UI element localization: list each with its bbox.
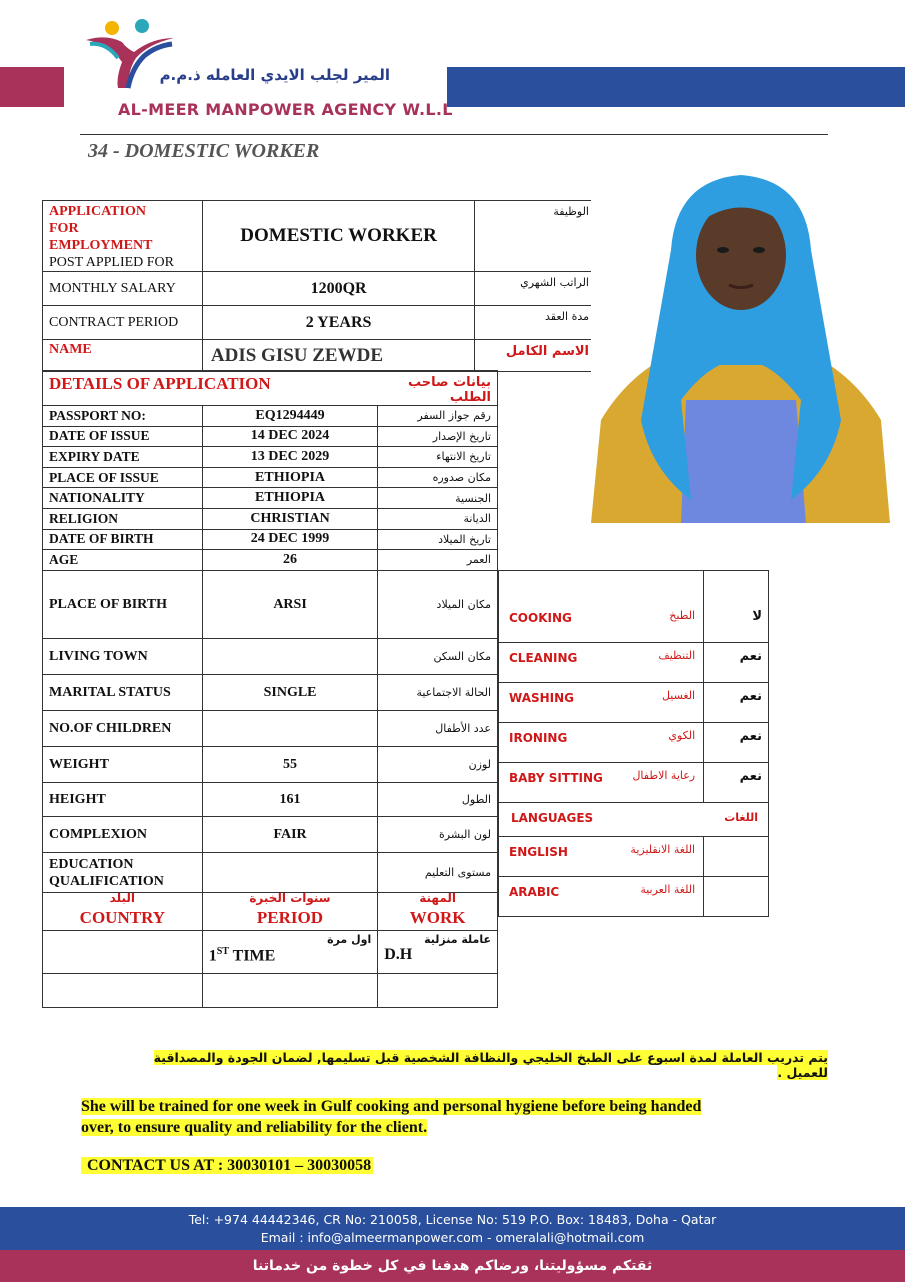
- personal-label: WEIGHT: [43, 747, 203, 783]
- contract-value: 2 YEARS: [202, 306, 474, 340]
- personal-value: 161: [202, 783, 377, 817]
- personal-value: FAIR: [202, 817, 377, 853]
- details-value: ETHIOPIA: [202, 467, 378, 488]
- experience-empty-cell: [202, 973, 378, 1007]
- training-note-line1: She will be trained for one week in Gulf cooking and personal hygiene before being handed: [81, 1098, 702, 1115]
- work-header: [378, 886, 498, 930]
- skill-label: WASHING: [509, 691, 575, 705]
- footer-line2: Email : info@almeermanpower.com - omeralali@hotmail.com: [260, 1230, 645, 1245]
- skill-row: [499, 571, 769, 643]
- salary-value: 1200QR: [202, 272, 474, 306]
- skill-answer: نعم: [704, 763, 769, 803]
- application-summary-table: [42, 200, 596, 372]
- country-header: [43, 886, 203, 930]
- details-arabic: العمر: [378, 550, 498, 571]
- skill-row: [499, 723, 769, 763]
- skills-table: [498, 570, 769, 917]
- application-label-cell: [43, 201, 203, 272]
- details-row: [43, 467, 498, 488]
- experience-work-cell: [378, 930, 498, 973]
- details-label: NATIONALITY: [43, 488, 203, 509]
- post-label: POST APPLIED FOR: [49, 255, 175, 270]
- contract-arabic: مدة العقد: [475, 306, 596, 340]
- details-arabic: الجنسية: [378, 488, 498, 509]
- personal-arabic: مكان الميلاد: [378, 571, 498, 639]
- skill-arabic: التنظيف: [658, 649, 696, 662]
- skill-row: [499, 643, 769, 683]
- personal-label: PLACE OF BIRTH: [43, 571, 203, 639]
- document-title: 34 - DOMESTIC WORKER: [88, 140, 320, 162]
- country-header-english: COUNTRY: [79, 907, 166, 927]
- skill-label: ARABIC: [509, 885, 560, 899]
- skill-cell: [499, 571, 704, 643]
- skill-answer: نعم: [704, 723, 769, 763]
- skill-cell: [499, 723, 704, 763]
- personal-row: [43, 817, 498, 853]
- skill-row: [499, 683, 769, 723]
- personal-row: [43, 675, 498, 711]
- details-value: 13 DEC 2029: [202, 447, 378, 468]
- skill-answer: لا: [704, 571, 769, 643]
- skill-arabic: اللغة العربية: [640, 883, 696, 896]
- period-value-sup: ST: [216, 945, 229, 957]
- personal-arabic: لون البشرة: [378, 817, 498, 853]
- training-note-arabic: [125, 1050, 828, 1080]
- details-label: DATE OF ISSUE: [43, 426, 203, 447]
- footer-contact-bar: [0, 1207, 905, 1250]
- name-arabic: الاسم الكامل: [475, 340, 596, 372]
- name-label: NAME: [43, 340, 203, 372]
- skill-cell: [499, 643, 704, 683]
- period-header-arabic: سنوات الخبرة: [249, 890, 331, 905]
- details-title: DETAILS OF APPLICATION: [43, 371, 378, 406]
- period-header: [202, 886, 378, 930]
- logo-english-text: AL-MEER MANPOWER AGENCY W.L.L: [118, 100, 453, 119]
- details-arabic: تاريخ الانتهاء: [378, 447, 498, 468]
- personal-value: [202, 639, 377, 675]
- personal-value: 55: [202, 747, 377, 783]
- skill-label: COOKING: [509, 611, 572, 625]
- details-table: [42, 370, 498, 571]
- details-row: [43, 508, 498, 529]
- logo-arabic-text: المير لجلب الايدي العامله ذ.م.م: [159, 66, 390, 84]
- details-value: 14 DEC 2024: [202, 426, 378, 447]
- details-arabic: الديانة: [378, 508, 498, 529]
- details-label: PLACE OF ISSUE: [43, 467, 203, 488]
- salary-arabic: الراتب الشهري: [475, 272, 596, 306]
- personal-table: [42, 570, 498, 893]
- personal-arabic: مكان السكن: [378, 639, 498, 675]
- skill-label: CLEANING: [509, 651, 578, 665]
- details-value: 24 DEC 1999: [202, 529, 378, 550]
- personal-value: [202, 711, 377, 747]
- details-row: [43, 529, 498, 550]
- skill-label: IRONING: [509, 731, 568, 745]
- details-label: AGE: [43, 550, 203, 571]
- country-header-arabic: البلد: [109, 890, 136, 905]
- contract-label: CONTRACT PERIOD: [43, 306, 203, 340]
- experience-table: [42, 886, 498, 1008]
- personal-label: NO.OF CHILDREN: [43, 711, 203, 747]
- personal-label: COMPLEXION: [43, 817, 203, 853]
- footer-line1: Tel: +974 44442346, CR No: 210058, License No: 519 P.O. Box: 18483, Doha - Qatar: [188, 1212, 717, 1227]
- details-value: 26: [202, 550, 378, 571]
- experience-empty-cell: [378, 973, 498, 1007]
- experience-empty-cell: [43, 973, 203, 1007]
- post-arabic: الوظيفة: [475, 201, 596, 272]
- languages-label: LANGUAGES: [511, 811, 594, 825]
- skill-cell: [499, 763, 704, 803]
- work-value-arabic: عاملة منزلية: [424, 932, 491, 946]
- details-label: EXPIRY DATE: [43, 447, 203, 468]
- details-value: EQ1294449: [202, 406, 378, 427]
- period-value-text: TIME: [228, 946, 276, 964]
- skill-row: [499, 877, 769, 917]
- period-value-number: 1: [208, 946, 217, 964]
- contact-text: CONTACT US AT : 30030101 – 30030058: [81, 1157, 373, 1174]
- personal-row: [43, 639, 498, 675]
- header-bar-left: [0, 67, 64, 107]
- skill-arabic: الطبخ: [669, 609, 696, 622]
- skill-answer: [704, 877, 769, 917]
- skill-arabic: رعاية الاطفال: [632, 769, 696, 782]
- personal-label: MARITAL STATUS: [43, 675, 203, 711]
- details-row: [43, 488, 498, 509]
- personal-row: [43, 783, 498, 817]
- skill-row: [499, 763, 769, 803]
- post-value: DOMESTIC WORKER: [202, 201, 474, 272]
- salary-label: MONTHLY SALARY: [43, 272, 203, 306]
- skill-answer: نعم: [704, 683, 769, 723]
- personal-label: EDUCATION QUALIFICATION: [43, 853, 203, 893]
- personal-arabic: الحالة الاجتماعية: [378, 675, 498, 711]
- experience-country-cell: [43, 930, 203, 973]
- skill-cell: [499, 683, 704, 723]
- skill-cell: [499, 877, 704, 917]
- training-note-english: [81, 1096, 811, 1138]
- details-value: ETHIOPIA: [202, 488, 378, 509]
- header-divider: [80, 134, 828, 135]
- languages-header-cell: [499, 803, 769, 837]
- skill-arabic: الغسيل: [661, 689, 696, 702]
- contact-line: [81, 1157, 373, 1175]
- personal-value: ARSI: [202, 571, 377, 639]
- skill-label: BABY SITTING: [509, 771, 603, 785]
- details-value: CHRISTIAN: [202, 508, 378, 529]
- skill-answer: نعم: [704, 643, 769, 683]
- personal-label: HEIGHT: [43, 783, 203, 817]
- details-arabic: تاريخ الميلاد: [378, 529, 498, 550]
- applicant-photo: [591, 170, 890, 523]
- personal-arabic: لوزن: [378, 747, 498, 783]
- details-row: [43, 550, 498, 571]
- skill-answer: [704, 837, 769, 877]
- period-header-english: PERIOD: [256, 907, 324, 927]
- skill-arabic: الكوي: [668, 729, 696, 742]
- details-arabic: رقم جواز السفر: [378, 406, 498, 427]
- personal-arabic: عدد الأطفال: [378, 711, 498, 747]
- details-arabic: تاريخ الإصدار: [378, 426, 498, 447]
- footer-tagline: ثقتكم مسؤوليتنا، ورضاكم هدفنا في كل خطوة من خدماتنا: [0, 1250, 905, 1282]
- personal-row: [43, 711, 498, 747]
- application-label: APPLICATION FOR EMPLOYMENT: [49, 204, 153, 253]
- details-label: RELIGION: [43, 508, 203, 529]
- work-value: D.H: [384, 945, 413, 963]
- work-header-arabic: المهنة: [419, 890, 456, 905]
- details-label: DATE OF BIRTH: [43, 529, 203, 550]
- personal-arabic: مستوى التعليم: [378, 853, 498, 893]
- personal-row: [43, 747, 498, 783]
- period-value-arabic: اول مرة: [327, 932, 372, 946]
- languages-arabic: اللغات: [724, 811, 758, 824]
- details-arabic: مكان صدوره: [378, 467, 498, 488]
- experience-period-cell: [202, 930, 378, 973]
- period-value: [209, 946, 372, 965]
- details-title-arabic: بيانات صاحب الطلب: [378, 371, 498, 406]
- training-note-arabic-text: يتم تدريب العاملة لمدة اسبوع على الطبخ الخليجي والنظافة الشخصية قبل تسليمها, لضمان الجودة والمصداقية للعميل .: [153, 1050, 828, 1080]
- skill-cell: [499, 837, 704, 877]
- personal-arabic: الطول: [378, 783, 498, 817]
- personal-value: SINGLE: [202, 675, 377, 711]
- name-value: ADIS GISU ZEWDE: [202, 340, 474, 372]
- skill-row: [499, 837, 769, 877]
- work-header-english: WORK: [409, 907, 466, 927]
- languages-header-row: [499, 803, 769, 837]
- personal-label: LIVING TOWN: [43, 639, 203, 675]
- skill-arabic: اللغة الانقليزية: [630, 843, 696, 856]
- details-label: PASSPORT NO:: [43, 406, 203, 427]
- details-row: [43, 426, 498, 447]
- skill-label: ENGLISH: [509, 845, 568, 859]
- details-row: [43, 406, 498, 427]
- training-note-line2: over, to ensure quality and reliability for the client.: [81, 1119, 428, 1136]
- personal-row: [43, 571, 498, 639]
- header-bar-right: [447, 67, 905, 107]
- details-row: [43, 447, 498, 468]
